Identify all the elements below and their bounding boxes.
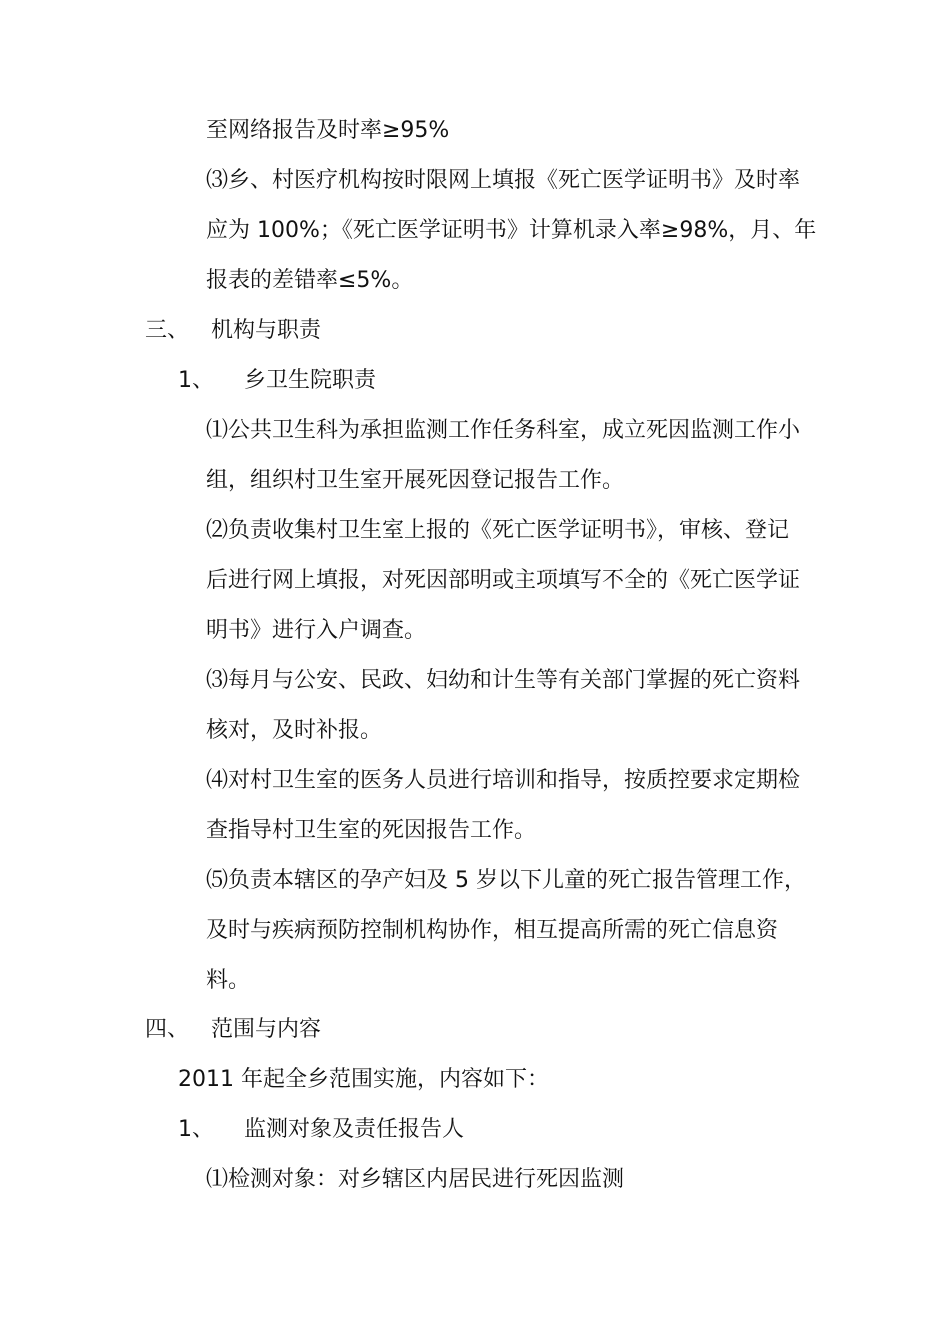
- duty-line: 明书》进行入户调查。: [206, 618, 427, 643]
- duty-line: 组，组织村卫生室开展死因登记报告工作。: [206, 468, 625, 493]
- duty-line: 核对，及时补报。: [206, 718, 383, 743]
- duty-line: 及时与疾病预防控制机构协作，相互提高所需的死亡信息资: [206, 918, 779, 943]
- paragraph-line: ⑶乡、村医疗机构按时限网上填报《死亡医学证明书》及时率: [206, 168, 801, 193]
- subsection-title: 乡卫生院职责: [244, 368, 377, 393]
- section-number: 四、: [145, 1017, 190, 1042]
- subsection-title: 监测对象及责任报告人: [244, 1117, 465, 1142]
- duty-line: ⑸负责本辖区的孕产妇及 5 岁以下儿童的死亡报告管理工作，: [206, 868, 806, 893]
- duty-line: 后进行网上填报，对死因部明或主项填写不全的《死亡医学证: [206, 568, 801, 593]
- duty-line: 查指导村卫生室的死因报告工作。: [206, 818, 537, 843]
- duty-line: ⑴公共卫生科为承担监测工作任务科室，成立死因监测工作小: [206, 418, 801, 443]
- section-number: 三、: [145, 318, 190, 343]
- paragraph-line: 报表的差错率≤5%。: [206, 268, 414, 293]
- item-line: ⑴检测对象：对乡辖区内居民进行死因监测: [206, 1167, 625, 1192]
- section-title: 机构与职责: [211, 318, 322, 343]
- duty-line: ⑷对村卫生室的医务人员进行培训和指导，按质控要求定期检: [206, 768, 801, 793]
- duty-line: 料。: [206, 968, 251, 993]
- subsection-number: 1、: [178, 1117, 214, 1142]
- section-title: 范围与内容: [211, 1017, 322, 1042]
- duty-line: ⑶每月与公安、民政、妇幼和计生等有关部门掌握的死亡资料: [206, 668, 801, 693]
- paragraph-line: 至网络报告及时率≥95%: [206, 118, 450, 143]
- paragraph-line: 应为 100%；《死亡医学证明书》计算机录入率≥98%，月、年: [206, 218, 817, 243]
- intro-line: 2011 年起全乡范围实施，内容如下：: [178, 1067, 549, 1092]
- subsection-number: 1、: [178, 368, 214, 393]
- duty-line: ⑵负责收集村卫生室上报的《死亡医学证明书》，审核、登记: [206, 518, 790, 543]
